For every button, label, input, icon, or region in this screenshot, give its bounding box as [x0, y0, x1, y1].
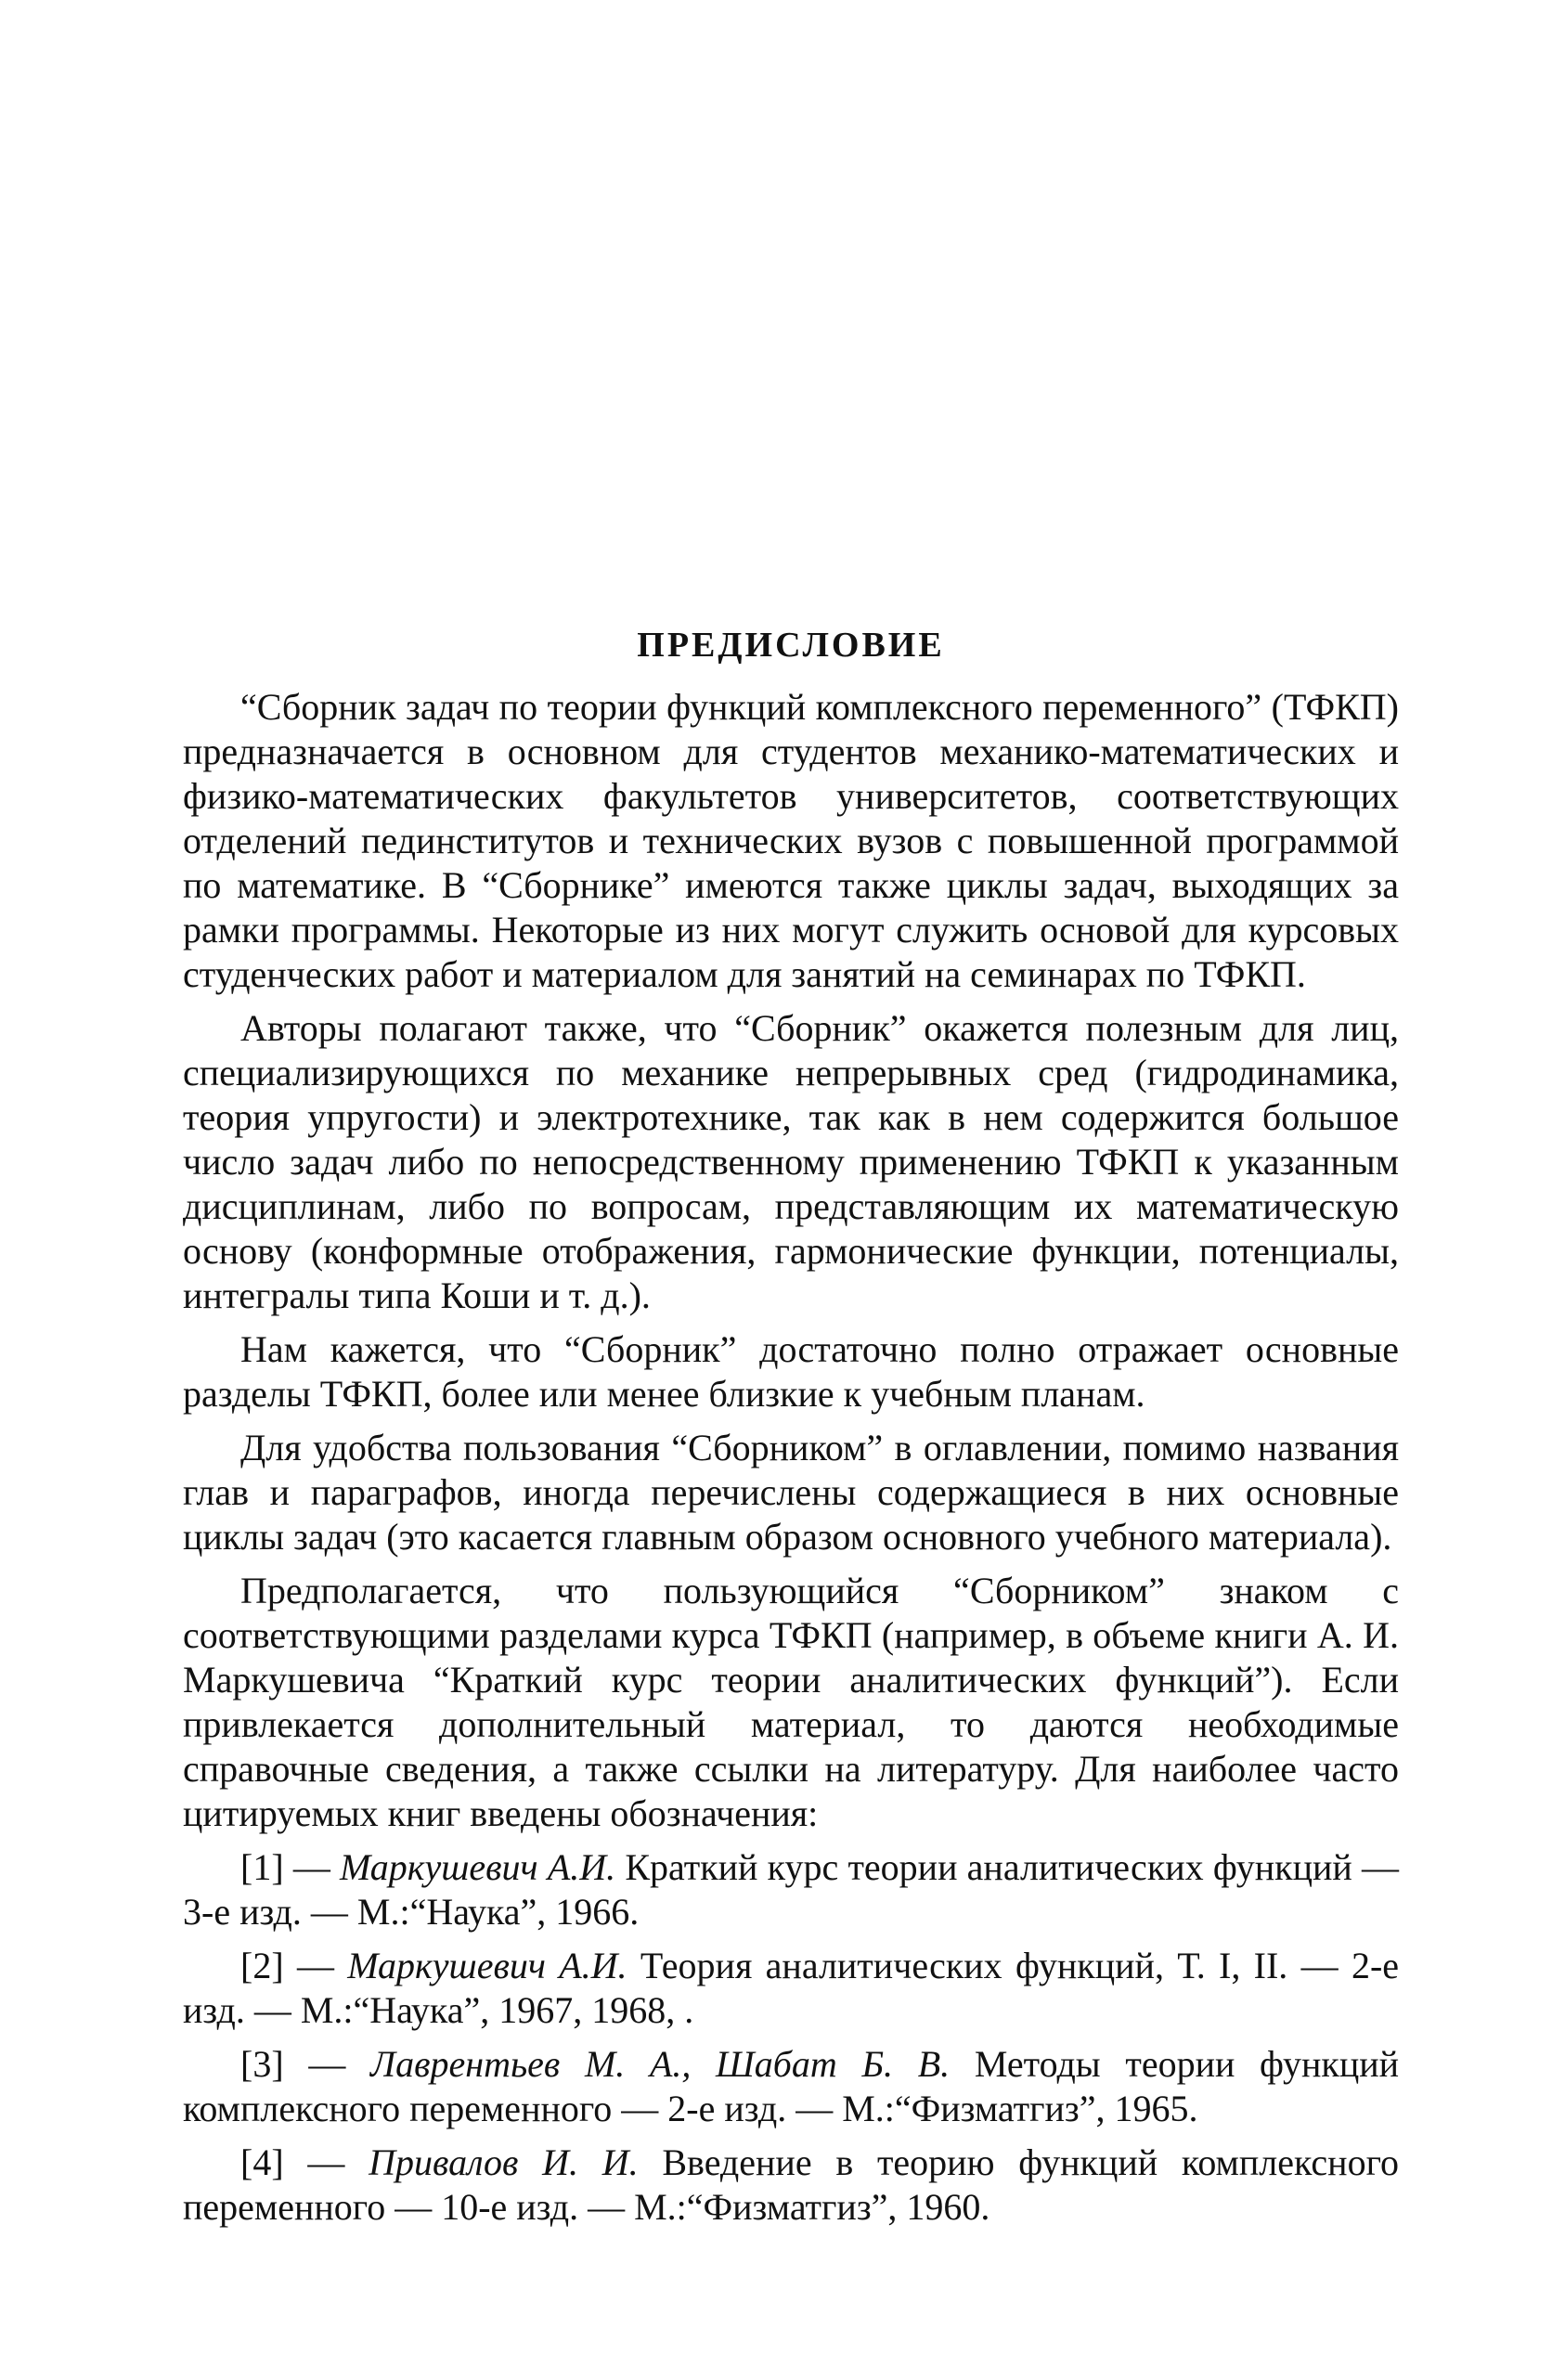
reference-number: [1] —: [240, 1846, 330, 1888]
reference-1: [183, 1845, 1399, 1934]
reference-author: Маркушевич А.И.: [347, 1945, 627, 1986]
reference-author: Лаврентьев М. А., Шабат Б. В.: [370, 2043, 951, 2085]
paragraph-3: Нам кажется, что “Сборник” достаточно полно отражает основные разделы ТФКП, более или менее близкие к учебным планам.: [183, 1328, 1399, 1415]
paragraph-2: Авторы полагают также, что “Сборник” окажется полезным для лиц, специализирующихся по механике непрерывных сред (гидродинамика, теория упругости) и электротехнике, так как в нем содержится большое число задач либо по непосредственному применению ТФКП к указанным дисциплинам, либо по вопросам, представляющим их математическую основу (конформные отображения, гармонические функции, потенциалы, интегралы типа Коши и т. д.).: [183, 1007, 1399, 1316]
page-title: ПРЕДИСЛОВИЕ: [637, 626, 945, 665]
reference-text: Краткий курс теории аналитических функций — 3-е изд. — М.:“Наука”, 1966.: [183, 1846, 1400, 1933]
reference-text: Методы теории функций комплексного переменного — 2-е изд. — М.:“Физматгиз”, 1965.: [183, 2043, 1400, 2129]
paragraph-5: Предполагается, что пользующийся “Сборником” знаком с соответствующими разделами курса ТФКП (например, в объеме книги А. И. Маркушевича “Краткий курс теории аналитических функций”). Если привлекается дополнительный материал, то даются необходимые справочные сведения, а также ссылки на литературу. Для наиболее часто цитируемых книг введены обозначения:: [183, 1570, 1399, 1834]
reference-number: [3] —: [240, 2043, 346, 2085]
reference-text: Введение в теорию функций комплексного переменного — 10-е изд. — М.:“Физматгиз”, 1960.: [183, 2141, 1399, 2228]
reference-2: [183, 1944, 1399, 2033]
reference-number: [2] —: [240, 1945, 334, 1986]
reference-text: Теория аналитических функций, Т. I, II. — 2-е изд. — М.:“Наука”, 1967, 1968, .: [183, 1945, 1400, 2031]
reference-3: [183, 2042, 1399, 2131]
paragraph-4: Для удобства пользования “Сборником” в оглавлении, помимо названия глав и параграфов, иногда перечислены содержащиеся в них основные циклы задач (это касается главным образом основного учебного материала).: [183, 1427, 1399, 1558]
paragraph-1: “Сборник задач по теории функций комплексного переменного” (ТФКП) предназначается в основном для студентов механико-математических и физико-математических факультетов университетов, соответствующих отделений пединститутов и технических вузов с повышенной программой по математике. В “Сборнике” имеются также циклы задач, выходящих за рамки программы. Некоторые из них могут служить основой для курсовых студенческих работ и материалом для занятий на семинарах по ТФКП.: [183, 686, 1399, 995]
page-content: [183, 622, 1399, 2239]
reference-author: Маркушевич А.И.: [340, 1846, 616, 1888]
reference-author: Привалов И. И.: [369, 2141, 639, 2183]
reference-number: [4] —: [240, 2141, 345, 2183]
reference-4: [183, 2141, 1399, 2230]
